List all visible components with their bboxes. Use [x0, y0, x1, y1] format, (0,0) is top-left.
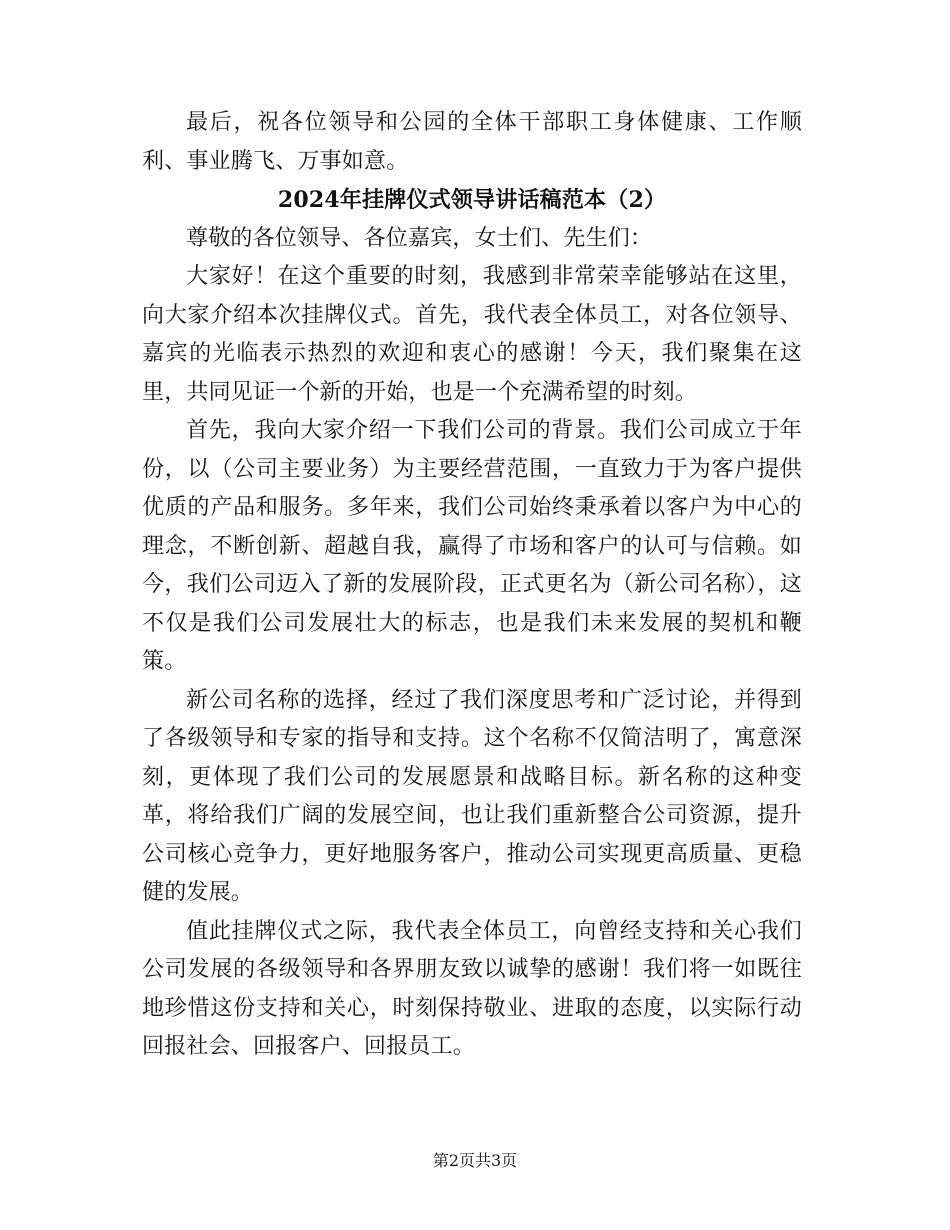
page-number: 第2页共3页 [432, 1151, 518, 1170]
section-title: 2024年挂牌仪式领导讲话稿范本（2） [277, 187, 667, 213]
body-paragraph: 值此挂牌仪式之际，我代表全体员工，向曾经支持和关心我们公司发展的各级领导和各界朋友致以诚挚的感谢！我们将一如既往地珍惜这份支持和关心，时刻保持敬业、进取的态度，以实际行动回报社会、回报客户、回报员工。 [142, 918, 802, 1059]
body-paragraph: 首先，我向大家介绍一下我们公司的背景。我们公司成立于年份，以（公司主要业务）为主要经营范围，一直致力于为客户提供优质的产品和服务。多年来，我们公司始终秉承着以客户为中心的理念，不断创新、超越自我，赢得了市场和客户的认可与信赖。如今，我们公司迈入了新的发展阶段，正式更名为（新公司名称），这不仅是我们公司发展壮大的标志，也是我们未来发展的契机和鞭策。 [142, 418, 802, 674]
closing-paragraph: 最后，祝各位领导和公园的全体干部职工身体健康、工作顺利、事业腾飞、万事如意。 [142, 110, 802, 174]
salutation-paragraph: 尊敬的各位领导、各位嘉宾，女士们、先生们： [186, 225, 653, 251]
body-paragraph: 大家好！在这个重要的时刻，我感到非常荣幸能够站在这里，向大家介绍本次挂牌仪式。首先，我代表全体员工，对各位领导、嘉宾的光临表示热烈的欢迎和衷心的感谢！今天，我们聚集在这里，共同见证一个新的开始，也是一个充满希望的时刻。 [142, 264, 802, 405]
body-paragraph: 新公司名称的选择，经过了我们深度思考和广泛讨论，并得到了各级领导和专家的指导和支持。这个名称不仅简洁明了，寓意深刻，更体现了我们公司的发展愿景和战略目标。新名称的这种变革，将给我们广阔的发展空间，也让我们重新整合公司资源，提升公司核心竞争力，更好地服务客户，推动公司实现更高质量、更稳健的发展。 [142, 687, 802, 905]
document-body [142, 104, 802, 1067]
